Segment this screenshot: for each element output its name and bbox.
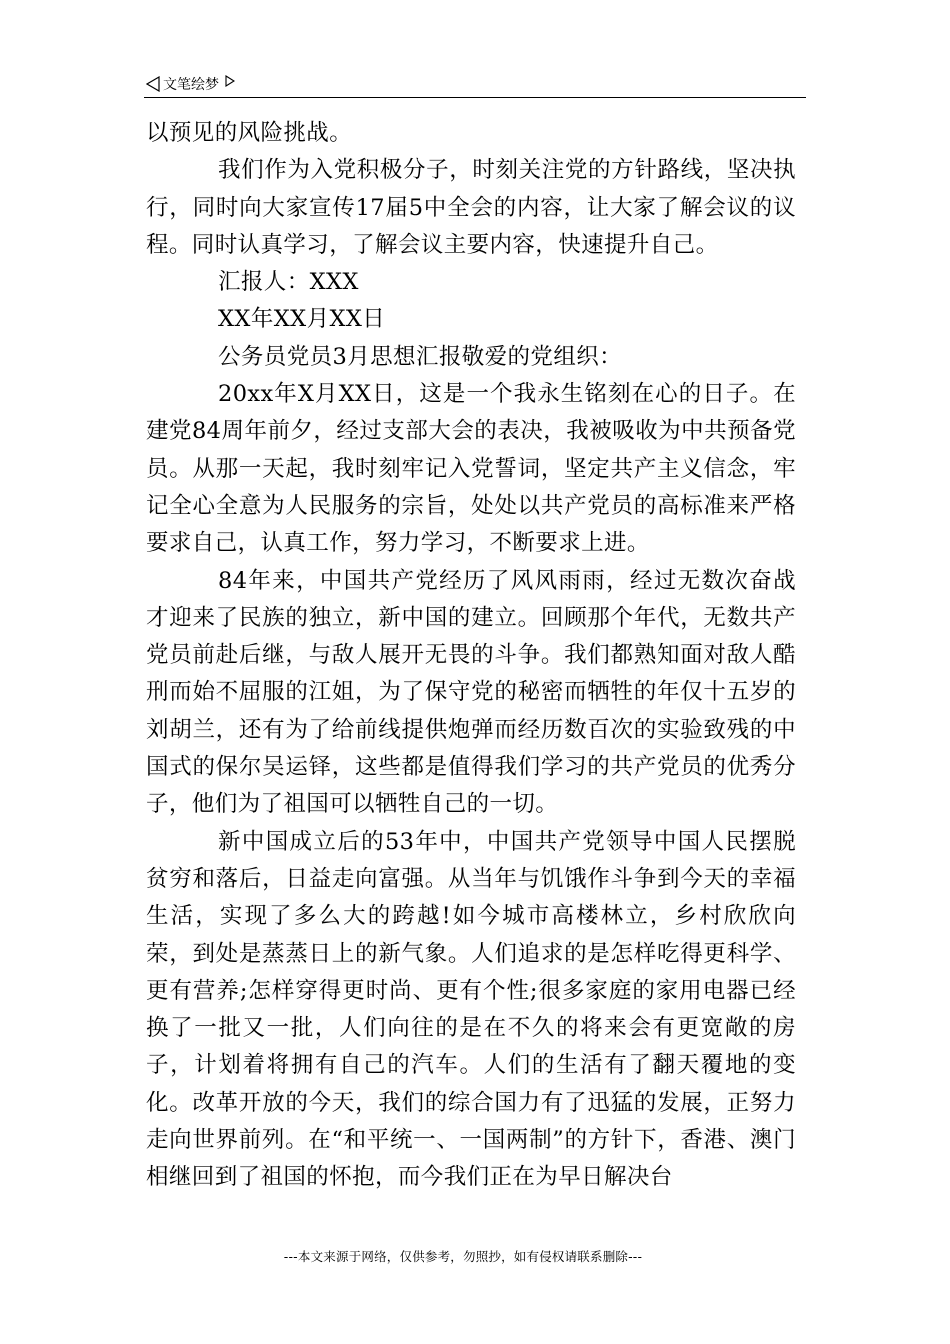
paragraph: 新中国成立后的53年中，中国共产党领导中国人民摆脱贫穷和落后，日益走向富强。从当年与饥饿作斗争到今天的幸福生活，实现了多么大的跨越!如今城市高楼林立，乡村欣欣向荣，到处是蒸蒸日上的新气象。人们追求的是怎样吃得更科学、更有营养;怎样穿得更时尚、更有个性;很多家庭的家用电器已经换了一批又一批，人们向往的是在不久的将来会有更宽敞的房子，计划着将拥有自己的汽车。人们的生活有了翻天覆地的变化。改革开放的今天，我们的综合国力有了迅猛的发展，正努力走向世界前列。在“和平统一、一国两制”的方针下，香港、澳门相继回到了祖国的怀抱，而今我们正在为早日解决台: [146, 828, 796, 1191]
paragraph: 84年来，中国共产党经历了风风雨雨，经过无数次奋战才迎来了民族的独立，新中国的建立。回顾那个年代，无数共产党员前赴后继，与敌人展开无畏的斗争。我们都熟知面对敌人酷刑而始不屈服的江姐，为了保守党的秘密而牺牲的年仅十五岁的刘胡兰，还有为了给前线提供炮弹而经历数百次的实验致残的中国式的保尔吴运铎，这些都是值得我们学习的共产党员的优秀分子，他们为了祖国可以牺牲自己的一切。: [146, 567, 796, 818]
header-brand: 文笔绘梦: [163, 77, 219, 93]
triangle-left-icon: [146, 76, 160, 92]
header-divider: [144, 97, 806, 98]
page-footer: [0, 1247, 950, 1265]
reporter-line: 汇报人：XXX: [218, 269, 359, 296]
triangle-right-icon: [225, 75, 235, 87]
document-body: [146, 115, 796, 1197]
paragraph: 以预见的风险挑战。: [146, 120, 353, 146]
page-header: [146, 70, 235, 98]
paragraph: 20xx年X月XX日，这是一个我永生铭刻在心的日子。在建党84周年前夕，经过支部大会的表决，我被吸收为中共预备党员。从那一天起，我时刻牢记入党誓词，坚定共产主义信念，牢记全心全意为人民服务的宗旨，处处以共产党员的高标准来严格要求自己，认真工作，努力学习，不断要求上进。: [146, 381, 796, 557]
date-line: XX年XX月XX日: [218, 306, 386, 333]
paragraph: 我们作为入党积极分子，时刻关注党的方针路线，坚决执行，同时向大家宣传17届5中全会的内容，让大家了解会议的议程。同时认真学习，了解会议主要内容，快速提升自己。: [146, 157, 796, 258]
footer-disclaimer: ---本文来源于网络，仅供参考，勿照抄，如有侵权请联系删除---: [283, 1249, 643, 1264]
report-title-line: 公务员党员3月思想汇报敬爱的党组织：: [218, 343, 623, 370]
